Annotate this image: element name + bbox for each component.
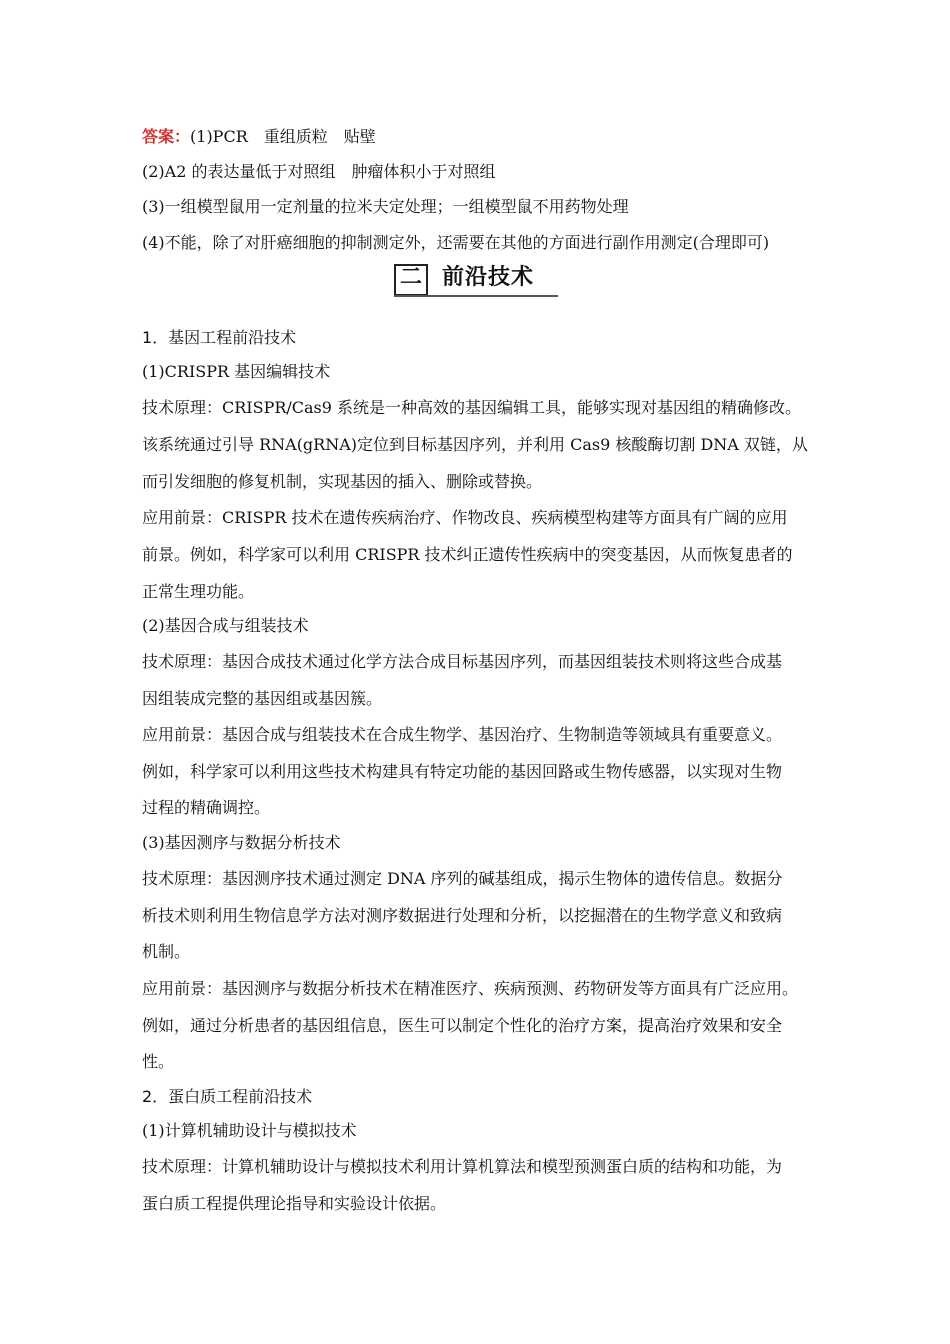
heading-genetic-engineering: 1．基因工程前沿技术 [142,328,297,347]
text-line: 过程的精确调控。 [142,798,271,817]
subheading-crispr: (1)CRISPR 基因编辑技术 [142,362,331,381]
answer-line-3: (3)一组模型鼠用一定剂量的拉米夫定处理；一组模型鼠不用药物处理 [142,197,629,216]
subheading-computer-aided-design: (1)计算机辅助设计与模拟技术 [142,1121,357,1140]
text-line: 析技术则利用生物信息学方法对测序数据进行处理和分析，以挖掘潜在的生物学意义和致病 [142,906,783,925]
text-line: 正常生理功能。 [142,582,255,601]
answer-2-part-2: 肿瘤体积小于对照组 [351,162,496,181]
answer-line-2 [142,162,496,182]
answer-line-1 [142,127,376,147]
answer-label: 答案： [142,127,191,146]
text-line: 前景。例如，科学家可以利用 CRISPR 技术纠正遗传性疾病中的突变基因，从而恢复患者的 [142,545,793,564]
answer-2-part-1: (2)A2 的表达量低于对照组 [142,162,336,181]
text-line: 技术原理：CRISPR/Cas9 系统是一种高效的基因编辑工具，能够实现对基因组的精确修改。 [142,398,802,417]
text-line: 机制。 [142,942,191,961]
subheading-gene-synthesis: (2)基因合成与组装技术 [142,616,309,635]
text-line: 蛋白质工程提供理论指导和实验设计依据。 [142,1194,447,1213]
answer-1-part-3: 贴壁 [343,127,376,146]
text-line: 应用前景：基因测序与数据分析技术在精准医疗、疾病预测、药物研发等方面具有广泛应用。 [142,979,799,998]
text-line: 性。 [142,1052,175,1071]
text-line: 应用前景：CRISPR 技术在遗传疾病治疗、作物改良、疾病模型构建等方面具有广阔的应用 [142,508,788,527]
text-line: 该系统通过引导 RNA(gRNA)定位到目标基因序列，并利用 Cas9 核酸酶切割 DNA 双链，从 [142,435,808,454]
text-line: 技术原理：基因测序技术通过测定 DNA 序列的碱基组成，揭示生物体的遗传信息。数据分 [142,869,783,888]
section-title: 前沿技术 [442,265,535,290]
answer-1-part-1: (1)PCR [190,127,248,146]
text-line: 例如，科学家可以利用这些技术构建具有特定功能的基因回路或生物传感器，以实现对生物 [142,762,783,781]
answer-line-4: (4)不能，除了对肝癌细胞的抑制测定外，还需要在其他的方面进行副作用测定(合理即可) [142,233,770,252]
section-banner [392,262,560,298]
subheading-gene-sequencing: (3)基因测序与数据分析技术 [142,833,341,852]
section-number: 二 [399,265,422,290]
text-line: 应用前景：基因合成与组装技术在合成生物学、基因治疗、生物制造等领域具有重要意义。 [142,725,783,744]
text-line: 因组装成完整的基因组或基因簇。 [142,689,383,708]
text-line: 技术原理：基因合成技术通过化学方法合成目标基因序列，而基因组装技术则将这些合成基 [142,652,783,671]
heading-protein-engineering: 2．蛋白质工程前沿技术 [142,1087,313,1106]
text-line: 而引发细胞的修复机制，实现基因的插入、删除或替换。 [142,472,543,491]
section-underline [394,295,558,297]
answer-1-part-2: 重组质粒 [263,127,328,146]
text-line: 例如，通过分析患者的基因组信息，医生可以制定个性化的治疗方案，提高治疗效果和安全 [142,1016,783,1035]
text-line: 技术原理：计算机辅助设计与模拟技术利用计算机算法和模型预测蛋白质的结构和功能，为 [142,1157,783,1176]
